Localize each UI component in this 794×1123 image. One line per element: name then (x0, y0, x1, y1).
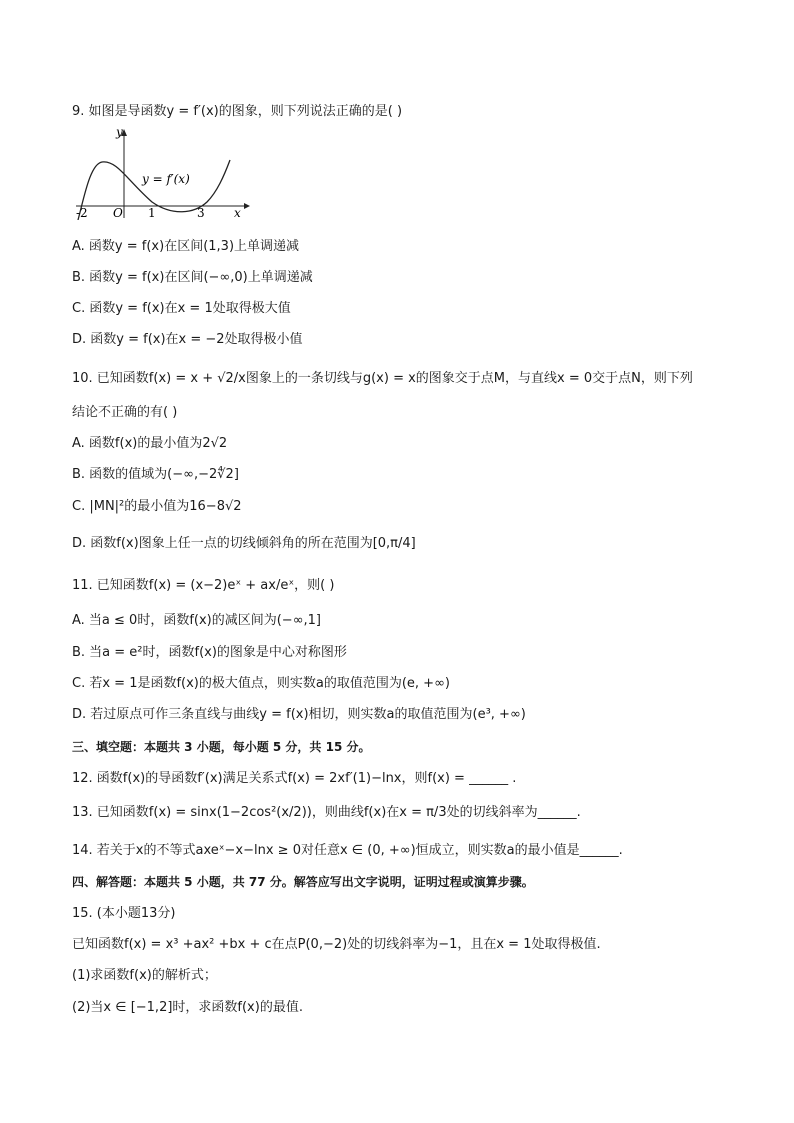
q10-option-b: B. 函数的值域为(−∞,−2∜2] (72, 467, 239, 482)
q13-text: 13. 已知函数f(x) = sinx(1−2cos²(x/2))，则曲线f(x)在x = π/3处的切线斜率为______. (72, 805, 581, 820)
curve-label: y = f′(x) (142, 172, 190, 186)
q15-part2: (2)当x ∈ [−1,2]时，求函数f(x)的最值. (72, 1000, 303, 1015)
q15-stem: 已知函数f(x) = x³ +ax² +bx + c在点P(0,−2)处的切线斜率为−1，且在x = 1处取得极值. (72, 937, 601, 952)
derivative-graph (72, 124, 252, 220)
q11-option-c: C. 若x = 1是函数f(x)的极大值点，则实数a的取值范围为(e, +∞) (72, 676, 450, 691)
q14-text: 14. 若关于x的不等式axeˣ−x−lnx ≥ 0对任意x ∈ (0, +∞)恒成立，则实数a的最小值是______. (72, 843, 623, 858)
section-solution-heading: 四、解答题：本题共 5 小题，共 77 分。解答应写出文字说明，证明过程或演算步骤。 (72, 875, 534, 889)
q11-option-b: B. 当a = e²时，函数f(x)的图象是中心对称图形 (72, 645, 347, 660)
q11-stem: 11. 已知函数f(x) = (x−2)eˣ + ax/eˣ，则( ) (72, 578, 335, 593)
q9-stem: 9. 如图是导函数y = f′(x)的图象，则下列说法正确的是( ) (72, 104, 403, 119)
section-fill-in-heading: 三、填空题：本题共 3 小题，每小题 5 分，共 15 分。 (72, 740, 371, 754)
q15-part1: (1)求函数f(x)的解析式； (72, 968, 217, 983)
y-axis-label: y (116, 125, 123, 139)
tick-neg2: -2 (76, 206, 88, 220)
tick-1: 1 (148, 206, 156, 220)
q11-option-d: D. 若过原点可作三条直线与曲线y = f(x)相切，则实数a的取值范围为(e³, +∞) (72, 707, 526, 722)
q9-option-a: A. 函数y = f(x)在区间(1,3)上单调递减 (72, 239, 300, 254)
q12-text: 12. 函数f(x)的导函数f′(x)满足关系式f(x) = 2xf′(1)−lnx，则f(x) = ______ . (72, 771, 517, 786)
x-axis-label: x (234, 206, 241, 220)
q9-option-c: C. 函数y = f(x)在x = 1处取得极大值 (72, 301, 291, 316)
q11-option-a: A. 当a ≤ 0时，函数f(x)的减区间为(−∞,1] (72, 613, 322, 628)
q10-stem-line2: 结论不正确的有( ) (72, 405, 178, 420)
q10-option-c: C. |MN|²的最小值为16−8√2 (72, 499, 242, 514)
q10-stem-line1: 10. 已知函数f(x) = x + √2/x图象上的一条切线与g(x) = x的图象交于点M，与直线x = 0交于点N，则下列 (72, 371, 693, 386)
q9-option-b: B. 函数y = f(x)在区间(−∞,0)上单调递减 (72, 270, 313, 285)
tick-3: 3 (197, 206, 205, 220)
x-axis-arrow (244, 203, 250, 209)
q10-option-d: D. 函数f(x)图象上任一点的切线倾斜角的所在范围为[0,π/4] (72, 536, 416, 551)
q15-heading: 15. (本小题13分) (72, 906, 176, 921)
q10-option-a: A. 函数f(x)的最小值为2√2 (72, 436, 228, 451)
origin-label: O (113, 206, 123, 220)
q9-option-d: D. 函数y = f(x)在x = −2处取得极小值 (72, 332, 303, 347)
